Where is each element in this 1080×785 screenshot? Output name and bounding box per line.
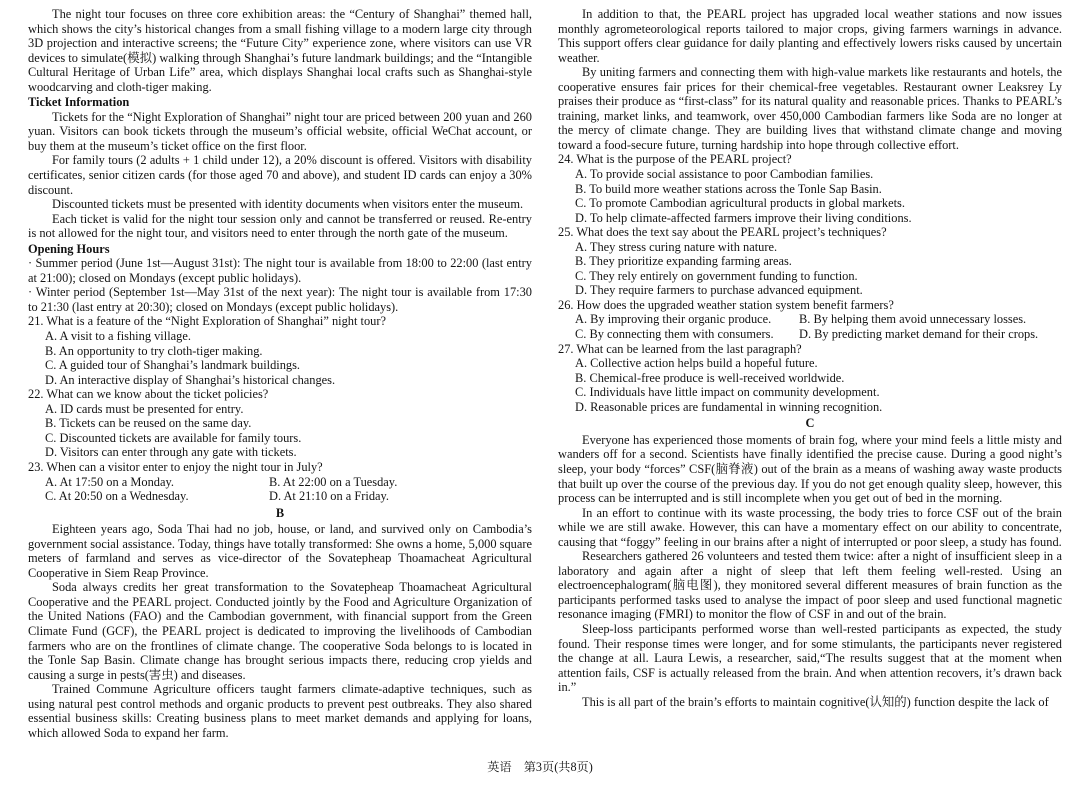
option: A. They stress curing nature with nature. bbox=[575, 239, 778, 254]
option-row bbox=[558, 167, 1062, 182]
paragraph: In an effort to continue with its waste processing, the body tries to force CSF out of the brain while we are still awake. However, this can have a momentary effect on our ability to concentrate, causing that “foggy” feeling in our brains after a night of interrupted or poor sleep, a study has found. bbox=[558, 505, 1062, 549]
question-stem: 27. What can be learned from the last paragraph? bbox=[558, 341, 802, 356]
option-row bbox=[28, 344, 532, 359]
option: B. To build more weather stations across the Tonle Sap Basin. bbox=[575, 181, 882, 196]
option: D. Visitors can enter through any gate with tickets. bbox=[45, 445, 297, 460]
paragraph: Soda always credits her great transformation to the Sovatepheap Thoamacheat Agricultural Cooperative and the PEARL project. Conducted jointly by the Food and Agriculture Organization of the United Nations (FAO) and the Cambodian government, with financial support from the Green Climate Fund (GCF), the PEARL project is dedicated to improving the livelihoods of Cambodian farmers who are on the frontlines of climate change. The cooperative Soda belongs to is located in the Tonle Sap Basin. Climate change has brought serious impacts there, reducing crop yields and causing a surge in pests(害虫) and diseases. bbox=[28, 580, 532, 682]
option: B. Tickets can be reused on the same day. bbox=[45, 416, 252, 431]
paragraph: In addition to that, the PEARL project has upgraded local weather stations and now issues monthly agrometeorological reports tailored to major crops, giving farmers warnings in advance. This support offers clear guidance for daily planting and effectively lowers risks caused by uncertain weather. bbox=[558, 7, 1062, 65]
question-27 bbox=[558, 342, 1062, 415]
option: D. Reasonable prices are fundamental in winning recognition. bbox=[575, 399, 883, 414]
question-stem: 24. What is the purpose of the PEARL project? bbox=[558, 152, 792, 167]
option-row bbox=[558, 327, 1062, 342]
question-25 bbox=[558, 225, 1062, 298]
paragraph: · Winter period (September 1st—May 31st of the next year): The night tour is available from 17:30 to 21:30 (last entry at 20:30); closed on Mondays (except public holidays). bbox=[28, 285, 532, 314]
paragraph: · Summer period (June 1st—August 31st): The night tour is available from 18:00 to 22:00 (last entry at 21:00); closed on Mondays (except public holidays). bbox=[28, 256, 532, 285]
option-row bbox=[28, 489, 532, 504]
option-row bbox=[28, 373, 532, 388]
question-stem: 23. When can a visitor enter to enjoy the night tour in July? bbox=[28, 459, 323, 474]
option-row bbox=[558, 400, 1062, 415]
question-26 bbox=[558, 298, 1062, 342]
paragraph: By uniting farmers and connecting them with high-value markets like restaurants and hotels, the cooperative ensures fair prices for their chemical-free vegetables. Restaurant owner Leaksrey Ly praises their produce as “first-class” for its natural quality and reasonable prices. Thanks to PEARL’s training, market links, and teamwork, over 450,000 Cambodian farmers like Soda are no longer at the mercy of climate change. They are building lives that withstand climate change and moving toward a food-secure future, turning hardship into hope through collective effort. bbox=[558, 65, 1062, 152]
option: C. They rely entirely on government funding to function. bbox=[575, 268, 858, 283]
question-stem: 26. How does the upgraded weather station system benefit farmers? bbox=[558, 297, 894, 312]
option: B. By helping them avoid unnecessary losses. bbox=[799, 312, 1027, 327]
option-row bbox=[28, 329, 532, 344]
paragraph: The night tour focuses on three core exhibition areas: the “Century of Shanghai” themed hall, which shows the city’s historical changes from a small fishing village to a modern large city through 3D projection and interactive screens; the “Future City” experience zone, where visitors can use VR devices to simulate(模拟) walking through Shanghai’s future landmark buildings; and the “Intangible Cultural Heritage of Urban Life” area, which displays Shanghai local crafts such as Shanghai-style woodcarving and cloth-tiger making. bbox=[28, 7, 532, 94]
option: D. An interactive display of Shanghai’s historical changes. bbox=[45, 372, 336, 387]
option-row bbox=[558, 283, 1062, 298]
question-24 bbox=[558, 152, 1062, 225]
option: C. To promote Cambodian agricultural products in global markets. bbox=[575, 196, 905, 211]
option: B. At 22:00 on a Tuesday. bbox=[269, 474, 398, 489]
paragraph: Researchers gathered 26 volunteers and tested them twice: after a night of insufficient sleep in a laboratory and again after a night of sleep that left them feeling well-rested. Using an electroencephalogram(脑电图), they monitored several different measures of brain function as the participants performed tasks used to analyse the impact of poor sleep and used functional magnetic resonance imaging (FMRI) to monitor the flow of CSF in and out of the brain. bbox=[558, 549, 1062, 622]
paragraph: Tickets for the “Night Exploration of Shanghai” night tour are priced between 200 yuan and 260 yuan. Visitors can book tickets through the museum’s official website, official WeChat account, or buy them at the museum’s ticket office on the first floor. bbox=[28, 109, 532, 153]
option: C. By connecting them with consumers. bbox=[575, 327, 774, 342]
section-heading: Opening Hours bbox=[28, 241, 110, 256]
section-heading: Ticket Information bbox=[28, 95, 130, 110]
question-stem: 22. What can we know about the ticket policies? bbox=[28, 387, 269, 402]
passage-label: B bbox=[275, 505, 285, 520]
option: B. An opportunity to try cloth-tiger making. bbox=[45, 343, 263, 358]
question-22 bbox=[28, 387, 532, 460]
option-row bbox=[28, 416, 532, 431]
option: D. To help climate-affected farmers improve their living conditions. bbox=[575, 210, 912, 225]
paragraph: For family tours (2 adults + 1 child under 12), a 20% discount is offered. Visitors with disability certificates, senior citizen cards (for those aged 70 and above), and student ID cards can enjoy a 30% discount. bbox=[28, 153, 532, 197]
option: A. Collective action helps build a hopeful future. bbox=[575, 356, 818, 371]
option-row bbox=[558, 211, 1062, 226]
paragraph: Each ticket is valid for the night tour session only and cannot be transferred or reused. Re-entry is not allowed for the night tour, and visitors need to enter through the north gate of the museum. bbox=[28, 211, 532, 241]
option-row bbox=[28, 431, 532, 446]
option-row bbox=[28, 475, 532, 490]
question-stem: 25. What does the text say about the PEARL project’s techniques? bbox=[558, 225, 887, 240]
right-column bbox=[558, 7, 1062, 740]
option-row bbox=[558, 269, 1062, 284]
paragraph: Eighteen years ago, Soda Thai had no job, house, or land, and survived only on Cambodia’s government social assistance. Today, things have totally transformed: She owns a home, 5,000 square meters of farmland and serves as vice-director of the Sovatepheap Thoamacheat Agricultural Cooperative in Siem Reap Province. bbox=[28, 522, 532, 580]
option: D. By predicting market demand for their crops. bbox=[799, 327, 1039, 342]
page-footer: 英语 第3页(共8页) bbox=[487, 760, 593, 775]
option-row bbox=[558, 356, 1062, 371]
option-row bbox=[558, 385, 1062, 400]
option-row bbox=[28, 402, 532, 417]
option-row bbox=[558, 371, 1062, 386]
question-21 bbox=[28, 314, 532, 387]
option-row bbox=[558, 196, 1062, 211]
option-row bbox=[28, 445, 532, 460]
passage-label: C bbox=[805, 416, 815, 431]
option: C. Individuals have little impact on community development. bbox=[575, 385, 880, 400]
option-row bbox=[558, 182, 1062, 197]
left-column bbox=[28, 7, 532, 740]
option-row bbox=[28, 358, 532, 373]
option-row bbox=[558, 240, 1062, 255]
option: C. At 20:50 on a Wednesday. bbox=[45, 489, 189, 504]
paragraph: Everyone has experienced those moments of brain fog, where your mind feels a little misty and wanders off for a second. Scientists have finally identified the precise cause. During a good night’s sleep, your body “forces” CSF(脑脊液) out of the brain as a means of washing away waste products that built up over the course of the previous day. If you do not get enough quality sleep, however, this process can be interrupted and is still incomplete when you get out of bed in the morning. bbox=[558, 432, 1062, 506]
paragraph: This is all part of the brain’s efforts to maintain cognitive(认知的) function despite the lack of bbox=[582, 694, 1049, 709]
option: C. A guided tour of Shanghai’s landmark buildings. bbox=[45, 358, 301, 373]
question-stem: 21. What is a feature of the “Night Exploration of Shanghai” night tour? bbox=[28, 314, 386, 329]
option: A. By improving their organic produce. bbox=[575, 312, 772, 327]
paragraph: Trained Commune Agriculture officers taught farmers climate-adaptive techniques, such as using natural pest control methods and organic products to prevent pest outbreaks. They also shared essential business skills: Creating business plans to meet market demands and applying for loans, which allowed Soda to expand her farm. bbox=[28, 682, 532, 740]
option: C. Discounted tickets are available for family tours. bbox=[45, 430, 302, 445]
question-23 bbox=[28, 460, 532, 504]
paragraph: Sleep-loss participants performed worse than well-rested participants as expected, the study found. Their response times were longer, and for some stimulants, the participants never registered the change at all. Laura Lewis, a researcher, said,“The results suggest that at the moment when attention fails, CSF is actually released from the brain. And when attention recovers, it’s drawn back in.” bbox=[558, 621, 1062, 695]
option: A. A visit to a fishing village. bbox=[45, 329, 191, 344]
option: B. They prioritize expanding farming areas. bbox=[575, 254, 792, 269]
option: D. They require farmers to purchase advanced equipment. bbox=[575, 283, 863, 298]
option: A. At 17:50 on a Monday. bbox=[45, 474, 174, 489]
paragraph: Discounted tickets must be presented with identity documents when visitors enter the museum. bbox=[52, 197, 524, 212]
option-row bbox=[558, 312, 1062, 327]
option: A. ID cards must be presented for entry. bbox=[45, 401, 244, 416]
option: A. To provide social assistance to poor Cambodian families. bbox=[575, 167, 874, 182]
option: B. Chemical-free produce is well-received worldwide. bbox=[575, 370, 845, 385]
option: D. At 21:10 on a Friday. bbox=[269, 489, 390, 504]
option-row bbox=[558, 254, 1062, 269]
